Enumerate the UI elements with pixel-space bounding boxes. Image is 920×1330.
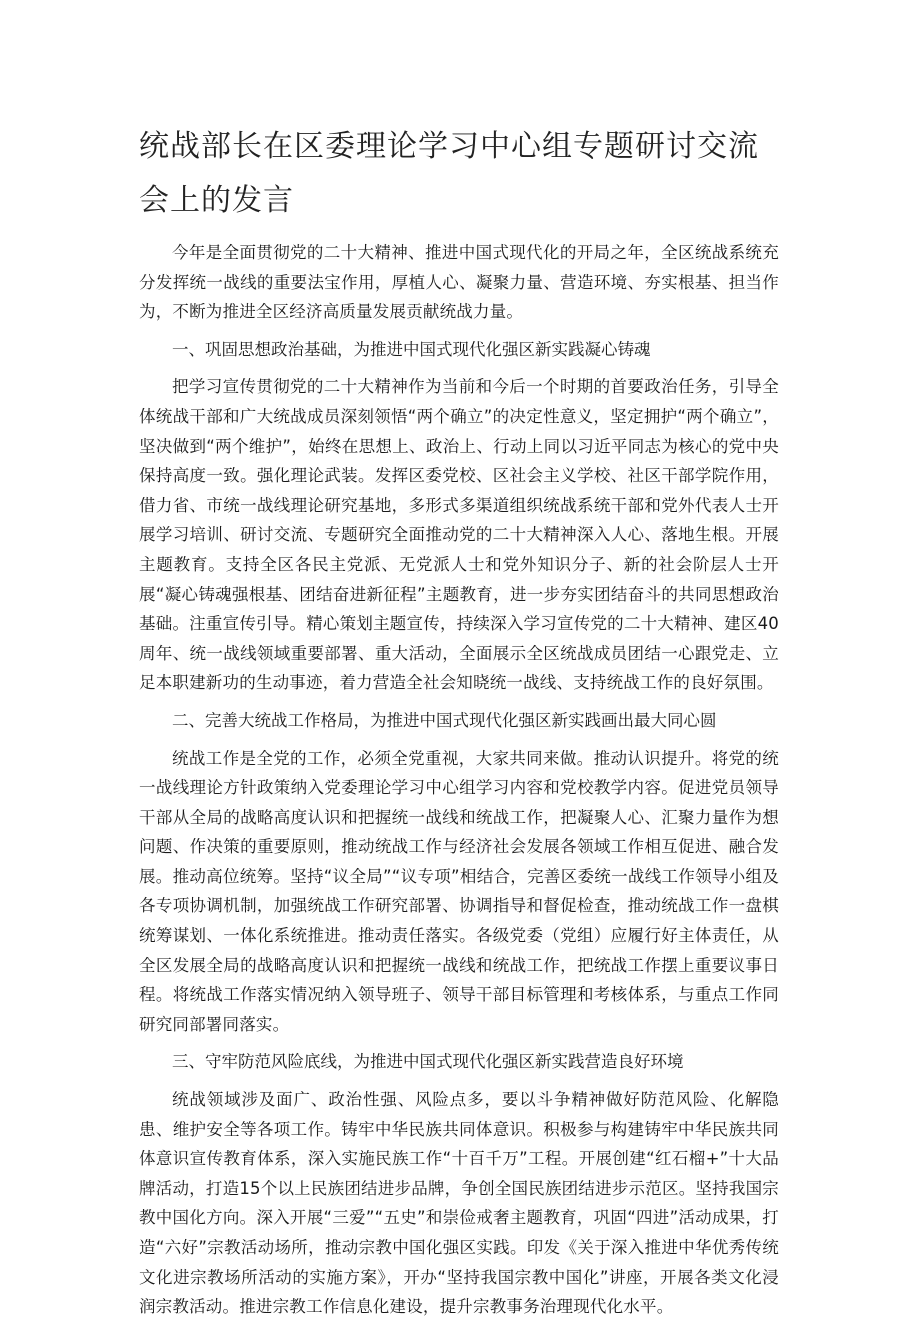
section-1-body: 把学习宣传贯彻党的二十大精神作为当前和今后一个时期的首要政治任务，引导全体统战干部和广大统战成员深刻领悟“两个确立”的决定性意义，坚定拥护“两个确立”，坚决做到“两个维护”，始终在思想上、政治上、行动上同以习近平同志为核心的党中央保持高度一致。强化理论武装。发挥区委党校、区社会主义学校、社区干部学院作用，借力省、市统一战线理论研究基地，多形式多渠道组织统战系统干部和党外代表人士开展学习培训、研讨交流、专题研究全面推动党的二十大精神深入人心、落地生根。开展主题教育。支持全区各民主党派、无党派人士和党外知识分子、新的社会阶层人士开展“凝心铸魂强根基、团结奋进新征程”主题教育，进一步夯实团结奋斗的共同思想政治基础。注重宣传引导。精心策划主题宣传，持续深入学习宣传党的二十大精神、建区40周年、统一战线领域重要部署、重大活动，全面展示全区统战成员团结一心跟党走、立足本职建新功的生动事迹，着力营造全社会知晓统一战线、支持统战工作的良好氛围。: [139, 377, 779, 693]
intro-paragraph: 今年是全面贯彻党的二十大精神、推进中国式现代化的开局之年，全区统战系统充分发挥统一战线的重要法宝作用，厚植人心、凝聚力量、营造环境、夯实根基、担当作为，不断为推进全区经济高质量发展贡献统战力量。: [139, 243, 779, 322]
section-3-heading: 三、守牢防范风险底线，为推进中国式现代化强区新实践营造良好环境: [172, 1052, 684, 1072]
section-2-heading: 二、完善大统战工作格局，为推进中国式现代化强区新实践画出最大同心圆: [172, 710, 717, 730]
document-page: [139, 120, 779, 1330]
section-1-heading: 一、巩固思想政治基础，为推进中国式现代化强区新实践凝心铸魂: [172, 339, 651, 359]
document-title: 统战部长在区委理论学习中心组专题研讨交流会上的发言: [139, 129, 759, 218]
section-3-body: 统战领域涉及面广、政治性强、风险点多，要以斗争精神做好防范风险、化解隐患、维护安全等各项工作。铸牢中华民族共同体意识。积极参与构建铸牢中华民族共同体意识宣传教育体系，深入实施民族工作“十百千万”工程。开展创建“红石榴+”十大品牌活动，打造15个以上民族团结进步品牌，争创全国民族团结进步示范区。坚持我国宗教中国化方向。深入开展“三爱”“五史”和崇俭戒奢主题教育，巩固“四进”活动成果，打造“六好”宗教活动场所，推动宗教中国化强区实践。印发《关于深入推进中华优秀传统文化进宗教场所活动的实施方案》，开办“坚持我国宗教中国化”讲座，开展各类文化浸润宗教活动。推进宗教工作信息化建设，提升宗教事务治理现代化水平。: [139, 1090, 779, 1317]
section-2-body: 统战工作是全党的工作，必须全党重视，大家共同来做。推动认识提升。将党的统一战线理论方针政策纳入党委理论学习中心组学习内容和党校教学内容。促进党员领导干部从全局的战略高度认识和把握统一战线和统战工作，把凝聚人心、汇聚力量作为想问题、作决策的重要原则，推动统战工作与经济社会发展各领域工作相互促进、融合发展。推动高位统筹。坚持“议全局”“议专项”相结合，完善区委统一战线工作领导小组及各专项协调机制，加强统战工作研究部署、协调指导和督促检查，推动统战工作一盘棋统筹谋划、一体化系统推进。推动责任落实。各级党委（党组）应履行好主体责任，从全区发展全局的战略高度认识和把握统一战线和统战工作，把统战工作摆上重要议事日程。将统战工作落实情况纳入领导班子、领导干部目标管理和考核体系，与重点工作同研究同部署同落实。: [139, 748, 779, 1034]
